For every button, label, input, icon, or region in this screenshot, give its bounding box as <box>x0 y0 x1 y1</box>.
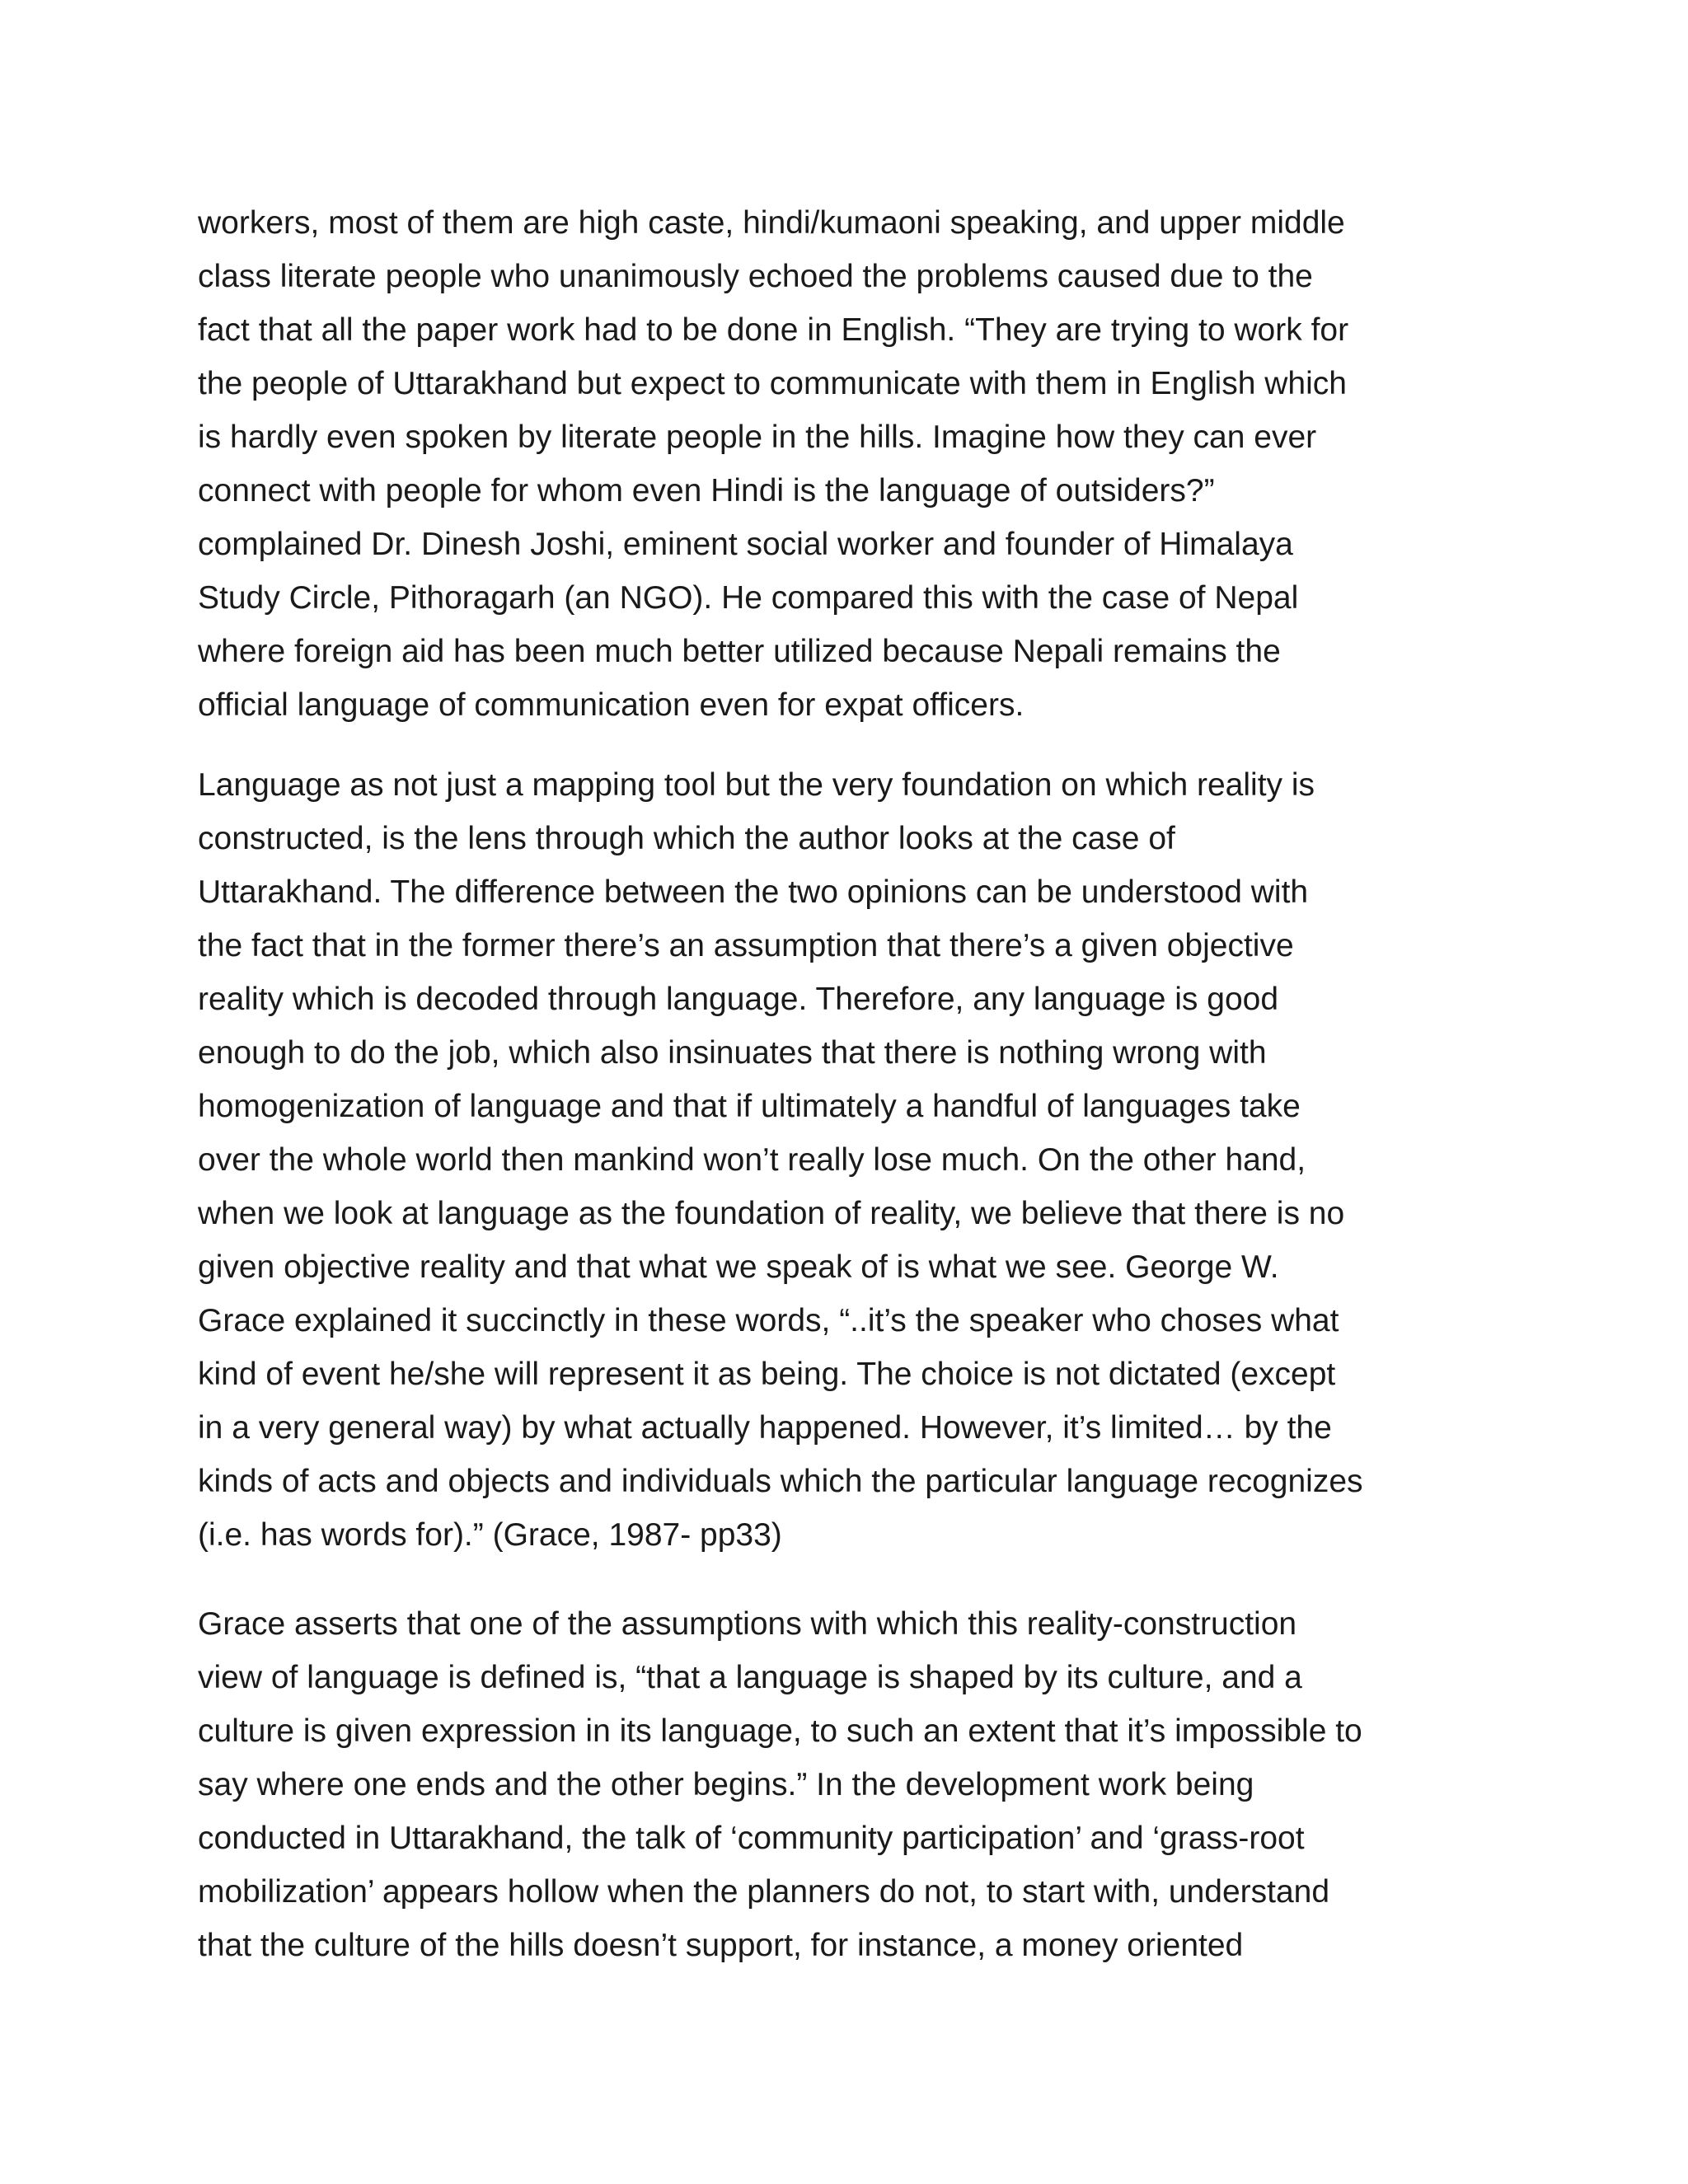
text-line: Grace asserts that one of the assumptions with which this reality-construction <box>198 1606 1297 1642</box>
text-line: kind of event he/she will represent it as being. The choice is not dictated (except <box>198 1357 1336 1392</box>
text-line: given objective reality and that what we speak of is what we see. George W. <box>198 1249 1279 1285</box>
text-line: (i.e. has words for).” (Grace, 1987- pp33) <box>198 1517 782 1553</box>
text-line: where foreign aid has been much better utilized because Nepali remains the <box>198 634 1281 669</box>
text-line: mobilization’ appears hollow when the planners do not, to start with, understand <box>198 1874 1330 1910</box>
text-line: kinds of acts and objects and individuals which the particular language recognizes <box>198 1464 1363 1499</box>
text-line: that the culture of the hills doesn’t support, for instance, a money oriented <box>198 1928 1244 1963</box>
text-line: the people of Uttarakhand but expect to communicate with them in English which <box>198 366 1347 401</box>
text-line: reality which is decoded through language. Therefore, any language is good <box>198 982 1279 1017</box>
text-line: Language as not just a mapping tool but the very foundation on which reality is <box>198 767 1315 803</box>
paragraph-2 <box>198 758 1484 1562</box>
text-line: Study Circle, Pithoragarh (an NGO). He compared this with the case of Nepal <box>198 580 1299 616</box>
text-line: fact that all the paper work had to be done in English. “They are trying to work for <box>198 312 1349 348</box>
text-line: in a very general way) by what actually happened. However, it’s limited… by the <box>198 1410 1332 1446</box>
text-line: enough to do the job, which also insinuates that there is nothing wrong with <box>198 1035 1267 1071</box>
paragraph-1 <box>198 196 1484 732</box>
paragraph-3 <box>198 1597 1484 1972</box>
text-line: constructed, is the lens through which the author looks at the case of <box>198 821 1175 856</box>
text-line: official language of communication even for expat officers. <box>198 687 1025 723</box>
text-line: is hardly even spoken by literate people in the hills. Imagine how they can ever <box>198 419 1317 455</box>
text-line: over the whole world then mankind won’t really lose much. On the other hand, <box>198 1142 1306 1178</box>
text-line: workers, most of them are high caste, hindi/kumaoni speaking, and upper middle <box>198 205 1345 241</box>
text-line: the fact that in the former there’s an assumption that there’s a given objective <box>198 928 1294 963</box>
text-line: Uttarakhand. The difference between the two opinions can be understood with <box>198 874 1309 910</box>
text-line: homogenization of language and that if ultimately a handful of languages take <box>198 1089 1301 1124</box>
text-line: complained Dr. Dinesh Joshi, eminent social worker and founder of Himalaya <box>198 527 1293 562</box>
text-line: culture is given expression in its language, to such an extent that it’s impossible to <box>198 1713 1362 1749</box>
text-line: Grace explained it succinctly in these words, “..it’s the speaker who choses what <box>198 1303 1339 1338</box>
text-line: when we look at language as the foundation of reality, we believe that there is no <box>198 1196 1345 1231</box>
text-line: conducted in Uttarakhand, the talk of ‘community participation’ and ‘grass-root <box>198 1821 1305 1856</box>
text-line: class literate people who unanimously echoed the problems caused due to the <box>198 259 1313 294</box>
text-line: view of language is defined is, “that a language is shaped by its culture, and a <box>198 1660 1302 1695</box>
text-line: connect with people for whom even Hindi is the language of outsiders?” <box>198 473 1215 509</box>
text-line: say where one ends and the other begins.” In the development work being <box>198 1767 1254 1802</box>
